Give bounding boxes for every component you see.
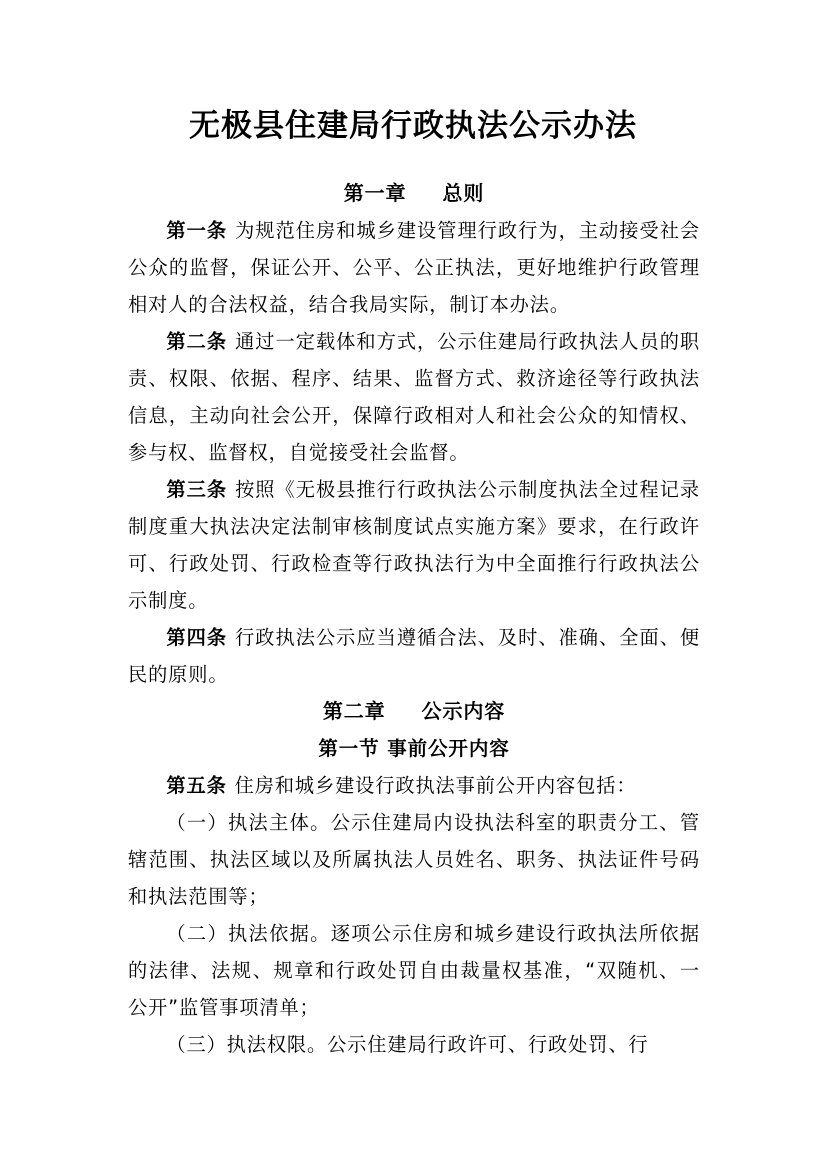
chapter-label: 第一章 [343,181,407,205]
article-paragraph [128,471,700,619]
chapter-name: 公示内容 [421,699,506,723]
article-paragraph [128,767,700,804]
article-text: 为规范住房和城乡建设管理行政行为，主动接受社会公众的监督，保证公开、公平、公正执法，更好地维护行政管理相对人的合法权益，结合我局实际，制订本办法。 [128,219,701,316]
document-title: 无极县住建局行政执法公示办法 [189,108,637,144]
article-label: 第四条 [166,626,228,649]
chapter-heading [128,693,700,730]
article-text: 按照《无极县推行行政执法公示制度执法全过程记录制度重大执法决定法制审核制度试点实施方案》要求，在行政许可、行政处罚、行政检查等行政执法行为中全面推行行政执法公示制度。 [128,478,701,612]
article-text: 通过一定载体和方式，公示住建局行政执法人员的职责、权限、依据、程序、结果、监督方式、救济途径等行政执法信息，主动向社会公开，保障行政相对人和社会公众的知情权、参与权、监督权，自觉接受社会监督。 [128,330,701,464]
chapter-label: 第二章 [322,699,386,723]
chapter-heading [128,175,700,212]
article-paragraph [128,212,700,323]
article-label: 第三条 [166,478,228,501]
document-body [128,175,700,1063]
article-label: 第一条 [166,219,228,242]
article-paragraph [128,323,700,471]
list-item: （二）执法依据。逐项公示住房和城乡建设行政执法所依据的法律、法规、规章和行政处罚自由裁量权基准，“双随机、一公开”监管事项清单； [128,922,700,1019]
article-paragraph [128,619,700,693]
section-heading: 第一节 事前公开内容 [318,737,510,760]
list-item: （一）执法主体。公示住建局内设执法科室的职责分工、管辖范围、执法区域以及所属执法人员姓名、职务、执法证件号码和执法范围等； [128,811,700,908]
article-text: 行政执法公示应当遵循合法、及时、准确、全面、便民的原则。 [128,626,701,686]
list-item: （三）执法权限。公示住建局行政许可、行政处罚、行 [166,1033,649,1056]
article-text: 住房和城乡建设行政执法事前公开内容包括： [234,774,637,797]
chapter-name: 总则 [442,181,485,205]
article-label: 第五条 [166,774,227,797]
article-label: 第二条 [166,330,228,353]
